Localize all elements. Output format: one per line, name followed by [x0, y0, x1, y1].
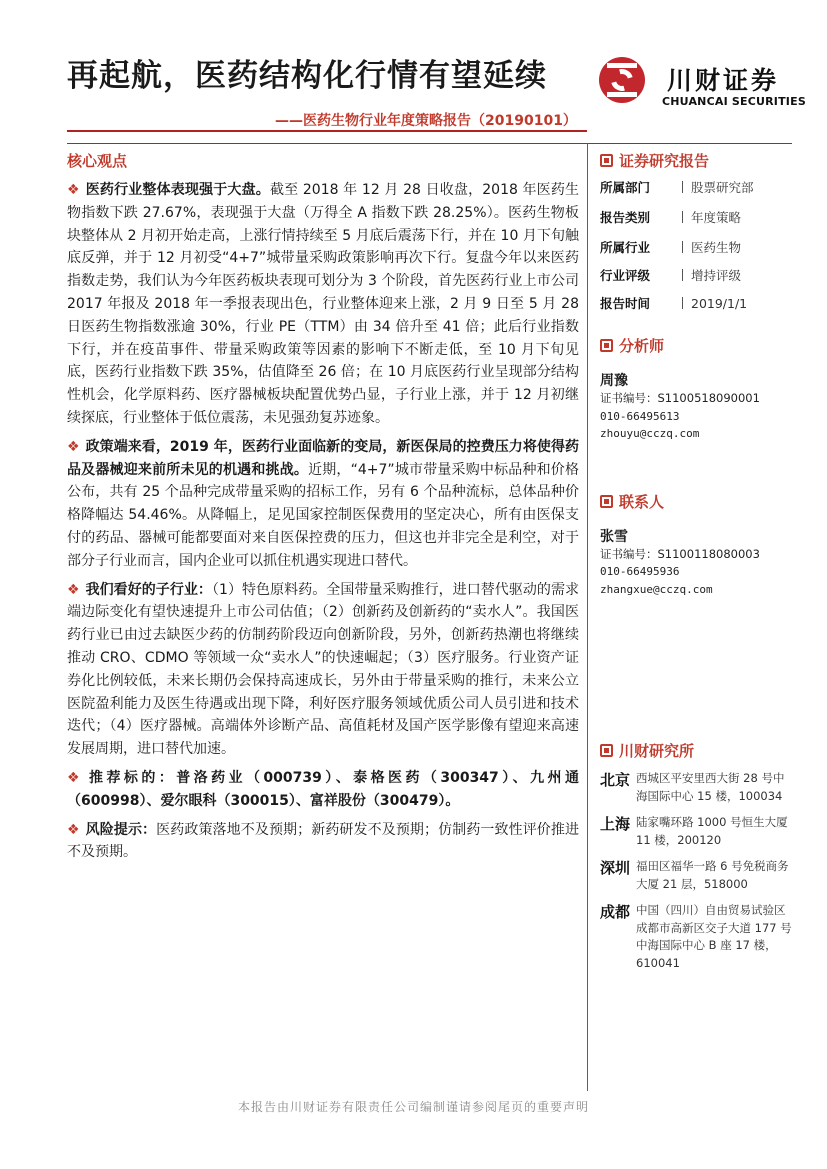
- report-info-row: 行业评级 增持评级: [600, 268, 742, 283]
- column-divider: [587, 143, 588, 1091]
- footer-disclaimer: 本报告由川财证券有限责任公司编制谨请参阅尾页的重要声明: [237, 1100, 589, 1114]
- contact-cert: 证书编号：S1100118080003: [600, 546, 760, 561]
- office-entry: [600, 813, 792, 849]
- analyst-name: 周豫: [600, 373, 628, 389]
- viewpoint-heading: 风险提示：: [85, 821, 157, 838]
- contact-name: 张雪: [600, 528, 628, 545]
- diamond-bullet-icon: ❖: [67, 769, 83, 786]
- report-info-row: 所属行业 医药生物: [600, 240, 742, 255]
- viewpoint-heading: 我们看好的子行业：: [85, 581, 212, 598]
- contact-phone: 010-66495936: [600, 565, 680, 578]
- office-city: 成都: [600, 903, 631, 921]
- main-column: [67, 150, 579, 870]
- diamond-bullet-icon: ❖: [67, 821, 80, 838]
- section-marker-icon: [600, 495, 613, 508]
- office-entry: [600, 901, 792, 972]
- section-marker-icon: [600, 154, 613, 167]
- office-city: 深圳: [600, 859, 631, 877]
- contact-email: zhangxue@cczq.com: [600, 582, 713, 596]
- office-city: 上海: [600, 815, 631, 833]
- office-address: 陆家嘴环路 1000 号恒生大厦 11 楼，200120: [636, 815, 788, 847]
- report-info-row: 所属部门 股票研究部: [600, 180, 754, 195]
- analyst-phone: 010-66495613: [600, 409, 680, 423]
- report-section-header: 证券研究报告: [600, 150, 792, 171]
- section-marker-icon: [600, 744, 613, 757]
- office-address: 西城区平安里西大街 28 号中海国际中心 15 楼，100034: [636, 771, 785, 803]
- viewpoint-text: （1）特色原料药。全国带量采购推行，进口替代驱动的需求端边际变化有望快速提升上市公司估值；（2）创新药及创新药的“卖水人”。我国医药行业已由过去缺医少药的仿制药阶段迈向创新阶段，另外，创新药热潮也将继续推动 CRO、CDMO 等领域一众“卖水人”的快速崛起；（3）医疗服务。行业资产证券化比例较低，未来长期仍会保持高速成长，另外由于带量采购的推行，未来公立医院盈利能力及医生待遇或出现下降，利好医疗服务领域优质公司人员引进和技术迭代；（4）医疗器械。高端体外诊断产品、高值耗材及国产医学影像有望迎来高速发展周期，进口替代加速。: [67, 581, 579, 758]
- viewpoint-item: [67, 436, 579, 573]
- viewpoint-text: 医药政策落地不及预期；新药研发不及预期；仿制药一致性评价推进不及预期。: [67, 821, 580, 861]
- viewpoint-item: [67, 819, 579, 865]
- section-marker-icon: [600, 339, 613, 352]
- viewpoint-heading: 政策端来看，2019 年，医药行业面临新的变局，新医保局的控费压力将使得药品及器械迎来前所未见的机遇和挑战。: [67, 438, 579, 478]
- logo-english-name: CHUANCAI SECURITIES: [662, 95, 806, 108]
- analyst-email: zhouyu@cczq.com: [600, 427, 700, 440]
- report-title: 再起航，医药结构化行情有望延续: [67, 58, 547, 94]
- title-underline: [67, 130, 587, 132]
- diamond-bullet-icon: ❖: [67, 438, 80, 455]
- institute-section-header: 川财研究所: [600, 740, 792, 761]
- logo-mark-icon: [599, 57, 645, 103]
- office-entry: [600, 857, 792, 893]
- report-info-row: 报告时间 2019/1/1: [600, 295, 748, 311]
- analyst-cert: 证书编号：S1100518090001: [600, 391, 760, 405]
- viewpoint-text: 截至 2018 年 12 月 28 日收盘，2018 年医药生物指数下跌 27.67%，表现强于大盘（万得全 A 指数下跌 28.25%）。医药生物板块整体从 2 月初开始走高，上涨行情持续至 5 月底后震荡下行，并在 10 月下旬触底反弹，并于 12 月初受“4+7”城带量采购政策影响再次下行。复盘今年以来医药指数走势，我们认为今年医药板块表现可划分为 3 个阶段，首先医药行业上市公司 2017 年报及 2018 年一季报表现出色，行业整体迎来上涨，2 月 9 日至 5 月 28 日医药生物指数涨逾 30%，行业 PE（TTM）由 34 倍升至 41 倍；此后行业指数下行，并在疫苗事件、带量采购政策等因素的影响下不断走低，至 10 月下旬见底，医药行业指数下跌 35%，估值降至 26 倍；在 10 月底医药行业呈现部分结构性机会，化学原料药、医疗器械板块配置优势凸显，子行业上涨，并于 12 月初继续探底，行业整体于低位震荡，未见强劲复苏迹象。: [67, 182, 580, 426]
- diamond-bullet-icon: ❖: [67, 581, 80, 598]
- office-address: 福田区福华一路 6 号免税商务大厦 21 层，518000: [636, 859, 789, 891]
- analyst-section-header: 分析师: [600, 335, 792, 356]
- report-subtitle: ——医药生物行业年度策略报告（20190101）: [275, 113, 577, 129]
- viewpoint-item: [67, 767, 579, 813]
- office-address: 中国（四川）自由贸易试验区成都市高新区交子大道 177 号中海国际中心 B 座 17 楼，610041: [636, 903, 792, 970]
- viewpoint-heading: 推荐标的：普洛药业（000739）、泰格医药（300347）、九州通（600998）、爱尔眼科（300015）、富祥股份（300479）。: [67, 769, 579, 809]
- contact-section-header: 联系人: [600, 491, 792, 512]
- report-info-row: 报告类别 年度策略: [600, 210, 742, 225]
- viewpoint-item: [67, 579, 579, 761]
- core-viewpoints-title: 核心观点: [67, 152, 128, 170]
- logo-chinese-name: 川财证券: [667, 66, 780, 95]
- viewpoint-heading: 医药行业整体表现强于大盘。: [85, 182, 270, 198]
- diamond-bullet-icon: ❖: [67, 182, 80, 198]
- header-divider: [67, 143, 792, 144]
- viewpoint-text: 近期，“4+7”城市带量采购中标品种和价格公布，共有 25 个品种完成带量采购的招标工作，另有 6 个品种流标，总体品种价格降幅达 54.46%。从降幅上，足见国家控制医保费用的坚定决心，所有由医保支付的药品、器械可能都要面对来自医保控费的压力，但这也并非完全是利空，对于部分子行业而言，国内企业可以抓住机遇实现进口替代。: [67, 461, 579, 569]
- viewpoint-item: [67, 179, 579, 430]
- company-logo: [597, 55, 806, 115]
- sidebar: [600, 150, 792, 972]
- office-entry: [600, 769, 792, 805]
- office-city: 北京: [600, 771, 631, 789]
